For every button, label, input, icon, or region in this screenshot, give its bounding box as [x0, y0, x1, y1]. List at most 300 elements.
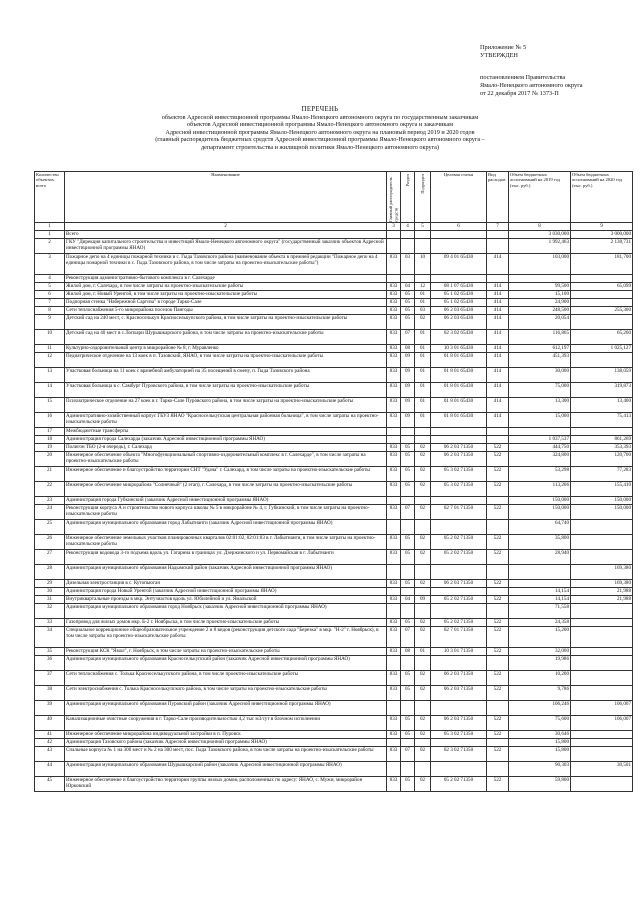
object-name: Жилой дом, г. Салехард, в том числе затраты на проектно-изыскательские работы — [65, 283, 387, 291]
row-number: 28 — [35, 565, 65, 580]
amount-2020: 120,700 — [571, 452, 633, 467]
target-article — [431, 436, 487, 444]
table-header-row — [35, 172, 633, 223]
amount-2020: 3 000,000 — [571, 231, 633, 239]
expense-type: 522 — [487, 747, 509, 762]
object-name: ГКУ "Дирекция капитального строительства и инвестиций Ямало-Ненецкого автономного округа" (государственный заказчик объектов Адресной инвестиционной программы ЯНАО) — [65, 239, 387, 254]
main-manager-code: 833 — [387, 330, 401, 345]
row-number: 17 — [35, 428, 65, 436]
main-manager-code — [387, 231, 401, 239]
object-name: Жилой дом, г. Новый Уренгой, в том числе затраты на проектно-изыскательские работы — [65, 291, 387, 299]
amount-2019: 113,206 — [509, 482, 571, 497]
main-manager-code — [387, 588, 401, 596]
section-code: 08 — [401, 648, 415, 656]
table-row — [35, 299, 633, 307]
expense-type: 522 — [487, 452, 509, 467]
target-article — [431, 739, 487, 747]
object-name: Дизельная электростанция в с. Кутопьюган — [65, 580, 387, 588]
main-manager-code: 833 — [387, 482, 401, 497]
amount-2019: 20,054 — [509, 315, 571, 330]
amount-2019: 444,750 — [509, 444, 571, 452]
target-article: 02 3 02 65430 — [431, 330, 487, 345]
object-name: Пожарное депо на 4 единицы пожарной техники в с. Гыда Тазовского района (наименование объекта в прежней редакции "Пожарное депо на 4 единицы пожарной техники в с. Гыда Тазовского района, в том числе затраты на проектно-изыскательские работы") — [65, 254, 387, 275]
amount-2019: 71,558 — [509, 604, 571, 619]
target-article: 06 2 03 71350 — [431, 671, 487, 686]
main-manager-code — [387, 762, 401, 777]
subsection-code: 02 — [415, 686, 431, 701]
amount-2020 — [571, 315, 633, 330]
object-name: Внутриквартальные проезды в мкр. Энтузиастов вдоль ул. Юбилейной и ул. Ямальской — [65, 596, 387, 604]
subsection-code: 02 — [415, 550, 431, 565]
appendix-label: Приложение № 5 — [480, 44, 527, 51]
row-number: 6 — [35, 291, 65, 299]
section-code: 05 — [401, 315, 415, 330]
amount-2019: 612,197 — [509, 345, 571, 353]
main-manager-code: 833 — [387, 671, 401, 686]
target-article — [431, 239, 487, 254]
row-number: 41 — [35, 731, 65, 739]
main-manager-code: 833 — [387, 648, 401, 656]
subsection-code — [415, 275, 431, 283]
amount-2020 — [571, 520, 633, 535]
amount-2020 — [571, 627, 633, 648]
main-manager-code: 833 — [387, 368, 401, 383]
expense-type: 414 — [487, 307, 509, 315]
row-number: 35 — [35, 648, 65, 656]
section-code — [401, 701, 415, 716]
amount-2019: 15,800 — [509, 739, 571, 747]
target-article: 08 1 07 65430 — [431, 283, 487, 291]
table-row — [35, 762, 633, 777]
amount-2019: 248,500 — [509, 307, 571, 315]
main-manager-code: 833 — [387, 353, 401, 368]
object-name: Участковая больница в с. Самбург Пуровского района, в том числе затраты на проектно-изыскательские работы — [65, 383, 387, 398]
table-row — [35, 428, 633, 436]
object-name: Административно-хозяйственный корпус ГБУЗ ЯНАО "Красноселькупская центральная районная больница", в том числе затраты на проектно-изыскательские работы — [65, 413, 387, 428]
target-article — [431, 588, 487, 596]
section-code: 05 — [401, 671, 415, 686]
table-row — [35, 604, 633, 619]
expense-type: 522 — [487, 596, 509, 604]
expense-type: 522 — [487, 467, 509, 482]
section-code: 03 — [401, 254, 415, 275]
table-row — [35, 231, 633, 239]
expense-type — [487, 231, 509, 239]
expense-type: 522 — [487, 550, 509, 565]
row-number: 25 — [35, 520, 65, 535]
amount-2019: 30,000 — [509, 368, 571, 383]
table-row — [35, 275, 633, 283]
row-number: 11 — [35, 345, 65, 353]
amount-2020: 169,380 — [571, 580, 633, 588]
section-code: 07 — [401, 330, 415, 345]
subsection-code — [415, 565, 431, 580]
amount-2019: 116,865 — [509, 330, 571, 345]
subsection-code: 01 — [415, 345, 431, 353]
table-row — [35, 482, 633, 497]
subsection-code — [415, 428, 431, 436]
table-row — [35, 739, 633, 747]
main-manager-code: 833 — [387, 444, 401, 452]
amount-2020 — [571, 275, 633, 283]
object-name: Администрация муниципального образования Шурышкарский район (заказчик Адресной инвестиционной программы ЯНАО) — [65, 762, 387, 777]
amount-2020: 181,700 — [571, 254, 633, 275]
object-name: Администрация муниципального образования Надымский район (заказчик Адресной инвестиционной программы ЯНАО) — [65, 565, 387, 580]
expense-type — [487, 497, 509, 505]
approved-label: УТВЕРЖДЕН — [480, 52, 518, 59]
amount-2019: 53,298 — [509, 467, 571, 482]
section-code: 07 — [401, 747, 415, 762]
row-number: 5 — [35, 283, 65, 291]
expense-type: 414 — [487, 254, 509, 275]
main-manager-code: 833 — [387, 627, 401, 648]
target-article: 05 2 02 71350 — [431, 619, 487, 627]
amount-2020: 319,873 — [571, 383, 633, 398]
section-code: 05 — [401, 299, 415, 307]
amount-2019: 3 030,000 — [509, 231, 571, 239]
amount-2020: 150,000 — [571, 497, 633, 505]
amount-2019: 64,740 — [509, 520, 571, 535]
expense-type: 522 — [487, 686, 509, 701]
colnum: 9 — [571, 223, 633, 231]
column-number-row — [35, 223, 633, 231]
expense-type: 522 — [487, 648, 509, 656]
target-article: 06 2 03 71350 — [431, 686, 487, 701]
table-row — [35, 731, 633, 739]
section-code: 05 — [401, 686, 415, 701]
row-number: 9 — [35, 315, 65, 330]
object-name: Полигон ТБО (2-я очередь), г. Салехард — [65, 444, 387, 452]
table-row — [35, 520, 633, 535]
amount-2020: 30,501 — [571, 762, 633, 777]
expense-type — [487, 588, 509, 596]
amount-2019: 24,358 — [509, 619, 571, 627]
target-article: 05 1 02 65430 — [431, 299, 487, 307]
amount-2019: 14,154 — [509, 596, 571, 604]
target-article: 05 2 02 71350 — [431, 535, 487, 550]
amount-2020: 861,269 — [571, 436, 633, 444]
colnum: 4 — [401, 223, 415, 231]
object-name: Инженерное обеспечение микрорайона индивидуальной застройки в п. Пуровск — [65, 731, 387, 739]
target-article: 10 3 01 65430 — [431, 345, 487, 353]
main-manager-code: 833 — [387, 413, 401, 428]
document-title-block — [60, 106, 580, 152]
expense-type: 522 — [487, 619, 509, 627]
subsection-code: 02 — [415, 731, 431, 739]
row-number: 2 — [35, 239, 65, 254]
object-name: Администрация города Салехарда (заказчик Адресной инвестиционной программы ЯНАО) — [65, 436, 387, 444]
subsection-code — [415, 239, 431, 254]
row-number: 22 — [35, 482, 65, 497]
object-name: Педиатрическое отделение на 13 коек в п. Тазовский, ЯНАО, в том числе затраты на проектно-изыскательские работы — [65, 353, 387, 368]
amount-2020 — [571, 604, 633, 619]
amount-2020 — [571, 747, 633, 762]
main-manager-code: 833 — [387, 596, 401, 604]
amount-2019 — [509, 428, 571, 436]
target-article: 09 4 01 65430 — [431, 254, 487, 275]
object-name: Реконструкция КСК "Ямал", г. Ноябрьск, в том числе затраты на проектно-изыскательские работы — [65, 648, 387, 656]
object-name: Инженерное обеспечение и благоустройство территории группы жилых домов, расположенных по адресу: ЯНАО, с. Мужи, микрорайон Юрковский — [65, 777, 387, 792]
section-code — [401, 231, 415, 239]
row-number: 40 — [35, 716, 65, 731]
table-row — [35, 777, 633, 792]
table-row — [35, 716, 633, 731]
main-manager-code — [387, 604, 401, 619]
subsection-code: 01 — [415, 413, 431, 428]
subsection-code — [415, 762, 431, 777]
section-code — [401, 520, 415, 535]
amount-2020 — [571, 535, 633, 550]
amount-2020 — [571, 291, 633, 299]
section-code: 09 — [401, 383, 415, 398]
target-article — [431, 497, 487, 505]
title-line-3: Адресной инвестиционной программы Ямало-Ненецкого автономного округа на плановый период 2019 и 2020 годов — [165, 128, 475, 136]
subsection-code: 01 — [415, 291, 431, 299]
amount-2019: 103,000 — [509, 254, 571, 275]
table-row — [35, 452, 633, 467]
amount-2020: 65,260 — [571, 330, 633, 345]
amount-2020 — [571, 731, 633, 739]
amount-2019: 324,800 — [509, 452, 571, 467]
object-name: Канализационные очистные сооружения в г. Тарко-Сале производительностью 4,2 тыс м3/сут в блочном исполнении — [65, 716, 387, 731]
amount-2019: 35,800 — [509, 535, 571, 550]
table-row — [35, 239, 633, 254]
amount-2020: 255,300 — [571, 307, 633, 315]
subsection-code — [415, 497, 431, 505]
expense-type: 414 — [487, 315, 509, 330]
table-row — [35, 619, 633, 627]
object-name: Всего — [65, 231, 387, 239]
target-article: 01 8 01 65430 — [431, 383, 487, 398]
expense-type: 414 — [487, 413, 509, 428]
target-article: 05 2 02 71350 — [431, 550, 487, 565]
expense-type: 414 — [487, 283, 509, 291]
header-count: Количество объектов, всего — [35, 172, 65, 223]
table-row — [35, 497, 633, 505]
amount-2020 — [571, 777, 633, 792]
subsection-code: 02 — [415, 580, 431, 588]
expense-type: 522 — [487, 444, 509, 452]
header-target-article: Целевая статья — [431, 172, 487, 223]
target-article: 01 8 01 65430 — [431, 353, 487, 368]
expense-type: 522 — [487, 731, 509, 739]
target-article: 01 8 01 65430 — [431, 368, 487, 383]
subsection-code — [415, 656, 431, 671]
row-number: 34 — [35, 627, 65, 648]
target-article — [431, 231, 487, 239]
section-code: 09 — [401, 413, 415, 428]
table-row — [35, 330, 633, 345]
target-article: 06 2 03 65430 — [431, 315, 487, 330]
main-manager-code: 833 — [387, 452, 401, 467]
main-manager-code — [387, 656, 401, 671]
amount-2020 — [571, 550, 633, 565]
main-manager-code: 833 — [387, 345, 401, 353]
main-manager-code: 833 — [387, 299, 401, 307]
target-article: 05 2 02 71350 — [431, 596, 487, 604]
row-number: 8 — [35, 307, 65, 315]
main-manager-code — [387, 275, 401, 283]
table-row — [35, 565, 633, 580]
target-article: 02 7 01 71350 — [431, 505, 487, 520]
target-article: 05 3 02 71350 — [431, 482, 487, 497]
amount-2019: 75,600 — [509, 716, 571, 731]
colnum: 3 — [387, 223, 401, 231]
target-article: 06 2 03 71350 — [431, 716, 487, 731]
row-number: 21 — [35, 467, 65, 482]
amount-2019: 59,800 — [509, 777, 571, 792]
amount-2020: 75,413 — [571, 413, 633, 428]
main-manager-code — [387, 436, 401, 444]
object-name: Сети теплоснабжения с. Толька Красноселькупского района, в том числе проектно-изыскательские работы — [65, 671, 387, 686]
object-name: Инженерное обеспечение объекта "Многофункциональный спортивно-оздоровительный комплекс в г. Салехарде", в том числе затраты на проектно-изыскательские работы — [65, 452, 387, 467]
amount-2019: 30,646 — [509, 731, 571, 739]
expense-type — [487, 739, 509, 747]
section-code: 05 — [401, 731, 415, 739]
amount-2019: 32,000 — [509, 648, 571, 656]
amount-2020: 77,283 — [571, 467, 633, 482]
table-row — [35, 307, 633, 315]
amount-2019: 13,300 — [509, 398, 571, 413]
main-manager-code: 833 — [387, 467, 401, 482]
section-code: 05 — [401, 444, 415, 452]
amount-2020: 65,099 — [571, 283, 633, 291]
header-2020: Объем бюджетных ассигнований на 2020 год (тыс. руб.) — [571, 172, 633, 223]
target-article — [431, 565, 487, 580]
amount-2020: 150,000 — [571, 505, 633, 520]
subsection-code — [415, 231, 431, 239]
section-code — [401, 656, 415, 671]
expense-type: 522 — [487, 505, 509, 520]
target-article: 05 3 02 71350 — [431, 731, 487, 739]
amount-2020: 106,007 — [571, 716, 633, 731]
main-manager-code: 833 — [387, 580, 401, 588]
amount-2020 — [571, 353, 633, 368]
expense-type: 414 — [487, 353, 509, 368]
colnum: 2 — [65, 223, 387, 231]
table-row — [35, 505, 633, 520]
subsection-code: 01 — [415, 648, 431, 656]
main-manager-code: 833 — [387, 291, 401, 299]
target-article: 05 2 02 71350 — [431, 777, 487, 792]
row-number: 44 — [35, 762, 65, 777]
amount-2019: 19,986 — [509, 656, 571, 671]
amount-2020: 138,059 — [571, 368, 633, 383]
amount-2020: 353,393 — [571, 444, 633, 452]
subsection-code: 02 — [415, 482, 431, 497]
row-number: 31 — [35, 596, 65, 604]
expense-type — [487, 656, 509, 671]
amount-2019: 15,000 — [509, 413, 571, 428]
subsection-code: 01 — [415, 299, 431, 307]
main-manager-code: 833 — [387, 777, 401, 792]
object-name: Реконструкция административно-бытового комплекса в г. Салехарде — [65, 275, 387, 283]
target-article — [431, 701, 487, 716]
target-article: 06 2 03 71350 — [431, 580, 487, 588]
amount-2019: 28,940 — [509, 550, 571, 565]
expense-type — [487, 428, 509, 436]
amount-2019 — [509, 275, 571, 283]
object-name: Подпорная стенка "Набережной Саргиза" в городе Тарко-Сале — [65, 299, 387, 307]
object-name: Газопровод для жилых домов мкр. Б-2 г. Ноябрьска, в том числе проектно-изыскательские работы — [65, 619, 387, 627]
amount-2019: 1 037,537 — [509, 436, 571, 444]
section-code — [401, 588, 415, 596]
row-number: 14 — [35, 383, 65, 398]
main-manager-code: 833 — [387, 315, 401, 330]
section-code: 05 — [401, 716, 415, 731]
subsection-code: 02 — [415, 747, 431, 762]
target-article: 01 8 01 65430 — [431, 398, 487, 413]
amount-2019: 99,500 — [509, 283, 571, 291]
subsection-code: 01 — [415, 398, 431, 413]
amount-2020 — [571, 648, 633, 656]
colnum: 8 — [509, 223, 571, 231]
target-article — [431, 275, 487, 283]
expense-type — [487, 762, 509, 777]
subsection-code: 10 — [415, 254, 431, 275]
target-article: 10 3 01 71350 — [431, 648, 487, 656]
table-row — [35, 648, 633, 656]
object-name: Культурно-оздоровительный центр в микрорайоне № 8, г. Муравленко — [65, 345, 387, 353]
subsection-code: 02 — [415, 627, 431, 648]
target-article: 02 7 01 71350 — [431, 627, 487, 648]
resolution-line: постановлением Правительства — [480, 74, 566, 81]
table-row — [35, 283, 633, 291]
expense-type: 522 — [487, 777, 509, 792]
table-row — [35, 550, 633, 565]
target-article — [431, 604, 487, 619]
target-article — [431, 428, 487, 436]
amount-2020: 169,380 — [571, 565, 633, 580]
amount-2019: 15,100 — [509, 291, 571, 299]
title-line-5: департамент строительства и жилищной политики Ямало-Ненецкого автономного округа) — [200, 143, 439, 151]
section-code — [401, 604, 415, 619]
section-code: 05 — [401, 777, 415, 792]
main-manager-code: 833 — [387, 283, 401, 291]
table-body — [35, 231, 633, 792]
object-name: Детский сад на 40 мест в с.Лопхари Шурышкарского района, в том числе затраты на проектно-изыскательские работы — [65, 330, 387, 345]
section-code — [401, 275, 415, 283]
subsection-code: 02 — [415, 452, 431, 467]
subsection-code: 02 — [415, 467, 431, 482]
subsection-code: 02 — [415, 671, 431, 686]
amount-2020 — [571, 619, 633, 627]
target-article: 05 1 02 65430 — [431, 291, 487, 299]
amount-2020 — [571, 739, 633, 747]
table-row — [35, 596, 633, 604]
main-manager-code: 833 — [387, 254, 401, 275]
expense-type — [487, 239, 509, 254]
table-row — [35, 398, 633, 413]
expense-type: 522 — [487, 716, 509, 731]
expense-type: 414 — [487, 330, 509, 345]
expense-type: 414 — [487, 345, 509, 353]
amount-2019 — [509, 580, 571, 588]
subsection-code: 01 — [415, 353, 431, 368]
main-manager-code: 833 — [387, 307, 401, 315]
main-manager-code — [387, 565, 401, 580]
target-article: 02 3 02 71350 — [431, 747, 487, 762]
section-code: 05 — [401, 535, 415, 550]
document-heading: ПЕРЕЧЕНЬ — [301, 106, 339, 113]
row-number: 3 — [35, 254, 65, 275]
table-row — [35, 368, 633, 383]
subsection-code — [415, 739, 431, 747]
main-manager-code: 833 — [387, 550, 401, 565]
amount-2019: 150,000 — [509, 505, 571, 520]
subsection-code: 01 — [415, 383, 431, 398]
target-article — [431, 762, 487, 777]
